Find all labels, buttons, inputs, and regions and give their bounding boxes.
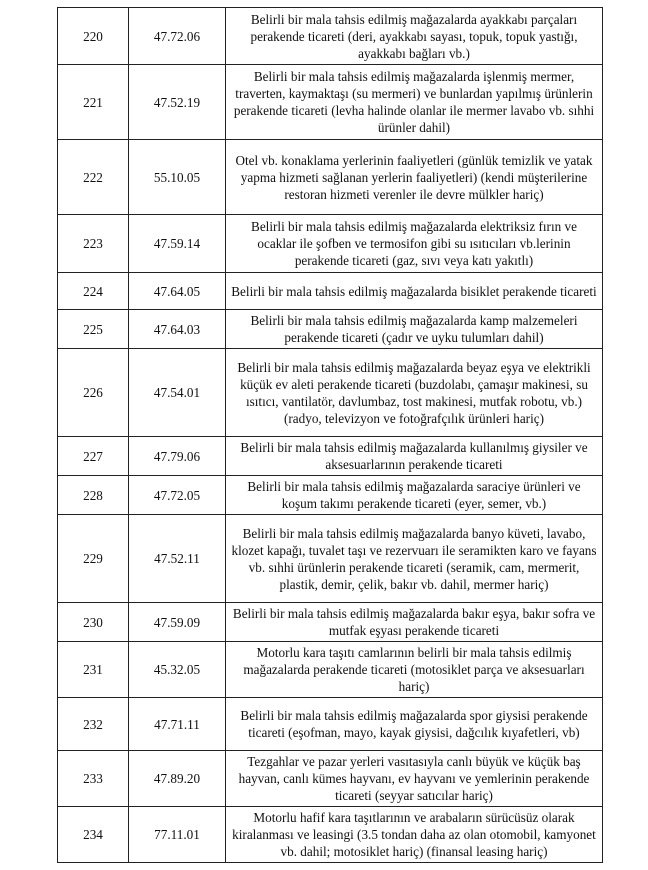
activity-code: 77.11.01: [129, 807, 226, 863]
row-number: 231: [58, 642, 129, 698]
activity-description: Motorlu kara taşıtı camlarının belirli bir mala tahsis edilmiş mağazalarda perakende ticareti (motosiklet parça ve aksesuarları hariç): [226, 642, 603, 698]
activity-description: Belirli bir mala tahsis edilmiş mağazalarda saraciye ürünleri ve koşum takımı perakende ticareti (eyer, semer, vb.): [226, 476, 603, 515]
activity-description: Belirli bir mala tahsis edilmiş mağazalarda ayakkabı parçaları perakende ticareti (deri, ayakkabı sayası, topuk, topuk yastığı, ayakkabı bağları vb.): [226, 8, 603, 65]
activity-code: 47.59.14: [129, 215, 226, 273]
activity-code: 47.52.11: [129, 515, 226, 603]
activity-code: 47.72.06: [129, 8, 226, 65]
row-number: 228: [58, 476, 129, 515]
activity-description: Motorlu hafif kara taşıtlarının ve arabaların sürücüsüz olarak kiralanması ve leasingi (3.5 tondan daha az olan otomobil, kamyonet vb. dahil; motosiklet hariç) (finansal leasing hariç): [226, 807, 603, 863]
activity-description: Belirli bir mala tahsis edilmiş mağazalarda beyaz eşya ve elektrikli küçük ev aleti perakende ticareti (buzdolabı, çamaşır makinesi, su ısıtıcı, vantilatör, davlumbaz, tost makinesi, mutfak robotu, vb.) (radyo, televizyon ve fotoğrafçılık ürünleri hariç): [226, 349, 603, 437]
table-row: [58, 751, 603, 807]
activity-description: Tezgahlar ve pazar yerleri vasıtasıyla canlı büyük ve küçük baş hayvan, canlı kümes hayvanı, ev hayvanı ve yemlerinin perakende ticareti (seyyar satıcılar hariç): [226, 751, 603, 807]
table-row: [58, 273, 603, 310]
activity-code: 47.52.19: [129, 65, 226, 140]
table-row: [58, 437, 603, 476]
table-row: [58, 807, 603, 863]
row-number: 234: [58, 807, 129, 863]
activity-description: Belirli bir mala tahsis edilmiş mağazalarda kamp malzemeleri perakende ticareti (çadır ve uyku tulumları dahil): [226, 310, 603, 349]
activity-description: Belirli bir mala tahsis edilmiş mağazalarda banyo küveti, lavabo, klozet kapağı, tuvalet taşı ve rezervuarı ile seramikten karo ve fayans vb. sıhhi ürünlerin perakende ticareti (seramik, cam, mermerit, plastik, demir, çelik, bakır vb. dahil, mermer hariç): [226, 515, 603, 603]
row-number: 222: [58, 140, 129, 215]
row-number: 232: [58, 698, 129, 751]
activity-code: 47.72.05: [129, 476, 226, 515]
activity-code: 45.32.05: [129, 642, 226, 698]
activity-code: 55.10.05: [129, 140, 226, 215]
activity-description: Belirli bir mala tahsis edilmiş mağazalarda bisiklet perakende ticareti: [226, 273, 603, 310]
activity-description: Otel vb. konaklama yerlerinin faaliyetleri (günlük temizlik ve yatak yapma hizmeti sağlanan yerlerin faaliyetleri) (kendi müşterilerine restoran hizmeti verenler ile devre mülkler hariç): [226, 140, 603, 215]
activity-description: Belirli bir mala tahsis edilmiş mağazalarda işlenmiş mermer, traverten, kaymaktaşı (su mermeri) ve bunlardan yapılmış ürünlerin perakende ticareti (levha halinde olanlar ile mermer lavabo vb. sıhhi ürünler dahil): [226, 65, 603, 140]
table-row: [58, 515, 603, 603]
table-body: [58, 8, 603, 863]
row-number: 227: [58, 437, 129, 476]
table-row: [58, 603, 603, 642]
table-row: [58, 310, 603, 349]
row-number: 230: [58, 603, 129, 642]
activity-description: Belirli bir mala tahsis edilmiş mağazalarda elektriksiz fırın ve ocaklar ile şofben ve termosifon gibi su ısıtıcıları vb.lerinin perakende ticareti (gaz, sıvı veya katı yakıtlı): [226, 215, 603, 273]
activity-description: Belirli bir mala tahsis edilmiş mağazalarda bakır eşya, bakır sofra ve mutfak eşyası perakende ticareti: [226, 603, 603, 642]
activity-description: Belirli bir mala tahsis edilmiş mağazalarda kullanılmış giysiler ve aksesuarlarının perakende ticareti: [226, 437, 603, 476]
row-number: 223: [58, 215, 129, 273]
activity-code: 47.64.03: [129, 310, 226, 349]
activity-code: 47.64.05: [129, 273, 226, 310]
activity-code: 47.59.09: [129, 603, 226, 642]
row-number: 233: [58, 751, 129, 807]
row-number: 225: [58, 310, 129, 349]
table-row: [58, 642, 603, 698]
row-number: 221: [58, 65, 129, 140]
row-number: 226: [58, 349, 129, 437]
row-number: 220: [58, 8, 129, 65]
row-number: 229: [58, 515, 129, 603]
activity-code: 47.89.20: [129, 751, 226, 807]
activity-code: 47.79.06: [129, 437, 226, 476]
activity-code-table: [57, 7, 603, 863]
table-row: [58, 8, 603, 65]
activity-code: 47.71.11: [129, 698, 226, 751]
table-row: [58, 476, 603, 515]
table-row: [58, 215, 603, 273]
table-row: [58, 349, 603, 437]
row-number: 224: [58, 273, 129, 310]
table-row: [58, 140, 603, 215]
activity-description: Belirli bir mala tahsis edilmiş mağazalarda spor giysisi perakende ticareti (eşofman, mayo, kayak giysisi, dağcılık kıyafetleri, vb): [226, 698, 603, 751]
table-row: [58, 698, 603, 751]
table-row: [58, 65, 603, 140]
activity-code: 47.54.01: [129, 349, 226, 437]
